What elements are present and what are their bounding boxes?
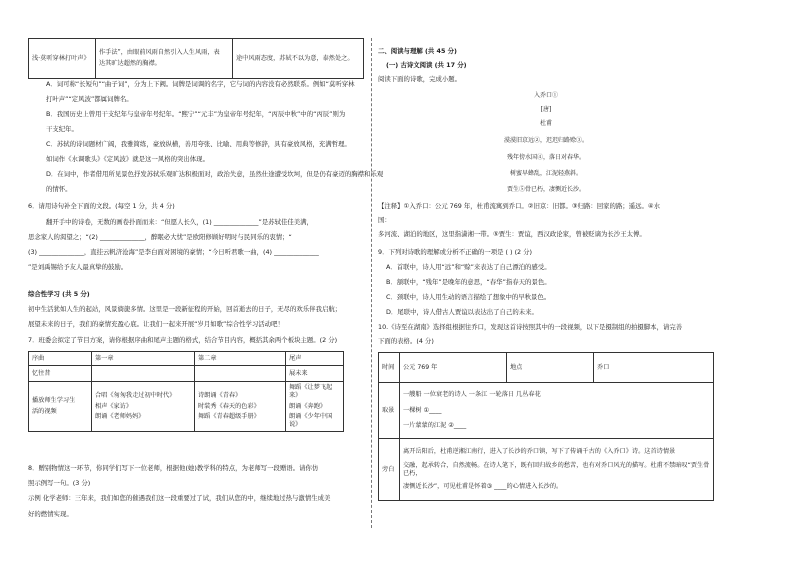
top-table-cell-attitude: 途中风雨态度，苏轼不以为意，泰然处之。 <box>233 39 364 79</box>
option-b-line2: 干支纪年。 <box>46 125 78 133</box>
narration-label: 旁白 <box>379 439 400 501</box>
scene-label: 取景 <box>379 383 400 439</box>
program-header-epilogue: 尾声 <box>286 352 344 366</box>
annotation-line1: 【注释】①入乔口：公元 769 年，杜甫流寓到乔口。②旧京：旧都。③归路：回家的路；遥远。④水 <box>378 202 661 210</box>
option-c-line1: C．苏轼的诗词题材广阔，我雅简练，豪放纵横，善用夸张、比喻、用典等修辞，具有豪放风格，充满哲理。 <box>46 140 351 148</box>
subsection-1-heading: (一) 古诗文阅读 (共 17 分) <box>386 61 467 69</box>
top-table-cell-technique: 作手法”，由眼前风雨自然引入人生风雨，表 达其旷达超然的胸襟。 <box>96 39 233 79</box>
right-column <box>378 0 714 562</box>
scene-content: 一艘船 一位衰老的诗人 一条江 一轮落日 几丛春花 一棵树 ①____ 一片蒙蒙的江泥 ②____ <box>400 383 714 439</box>
program-table <box>28 351 344 432</box>
poem-line-3: 树蜜早蜂乱，江泥轻燕斜。 <box>509 170 582 177</box>
annotation-line2: 国： <box>378 216 391 224</box>
option-d-line1: D．在词中，作者借用所见景色抒发苏轼乐观旷达积极面对，政治失意，虽然仕途遭受坎坷，但是仍有豪迈的胸襟和乐观 <box>46 170 384 178</box>
left-column <box>28 0 384 562</box>
program-header-prelude: 序曲 <box>29 352 92 366</box>
program-content-epilogue: 舞蹈《让梦飞起来》 朗诵《奔跑》 朗诵《少年中国说》 <box>286 382 344 432</box>
option-a-line1: A．词可称“长短句”“曲子词”，分为上下阙。词牌是词调的名字，它与词的内容没有必然联系。例如“莫听穿林 <box>46 80 355 88</box>
q6-passage-line2: 思念家人的渴望之；“(2) ______________，醉眠必大忧”是欧阳修顾好明时与民同乐的衷情；“ <box>28 233 292 241</box>
program-content-chapter1: 合唱《匆匆我走过初中时代》 相声《家访》 朗诵《老师妈妈》 <box>92 382 195 432</box>
annotation-line3: 多河流、湖泊的地区，这里指潇湘一带。⑤贾生：贾谊，西汉政论家，曾被贬谪为长沙王太傅。 <box>378 230 646 238</box>
q9-option-d: D．尾联中，诗人借古人贾谊以表达出了自己的未来。 <box>386 308 538 316</box>
option-a-line2: 打叶声”“定风波”都属词牌名。 <box>46 95 133 103</box>
poem-line-2: 残年傍水国④，落日对春华。 <box>506 154 585 161</box>
program-content-chapter2: 诗朗诵《青春》 时装秀《春天的色彩》 舞蹈《青春超级手册》 <box>195 382 286 432</box>
poem-dynasty: [唐] <box>540 106 552 113</box>
column-divider <box>371 38 372 528</box>
question-9: 9．下列对诗歌的理解或分析不正确的一项是 ( ) (2 分) <box>378 248 533 256</box>
top-table <box>28 38 364 79</box>
option-b-line1: B．我国历史上曾用干支纪年与皇帝年号纪年。“熙宁”“元丰”为皇帝年号纪年，“丙辰中秋”中的“丙辰”则为 <box>46 110 346 118</box>
script-table <box>378 352 714 501</box>
example-line1: 示例 化学老师：三年来，我们如您的催遇我们这一段重要过了试，我们从您的中，继续地过热与激情生成美 <box>28 494 331 502</box>
place-label: 地点 <box>507 353 594 383</box>
poem-title: 入乔口① <box>533 92 558 99</box>
section-2-heading: 二、阅读与理解 (共 45 分) <box>378 47 457 55</box>
question-10-line2: 下面的表格。(4 分) <box>378 337 434 345</box>
program-content-prelude: 播放师生学习生 活的视频 <box>29 382 92 432</box>
poem-author: 杜甫 <box>539 120 552 127</box>
time-label: 时间 <box>379 353 400 383</box>
q6-passage-line4: ”是刘禹锡给予友人最真挚的鼓励。 <box>28 263 128 271</box>
q9-option-a: A．首联中，诗人用“远”和“赊”来表达了自己漂泊的感受。 <box>386 263 551 271</box>
program-header-chapter1: 第一章 <box>92 352 195 366</box>
reading-instruction: 阅读下面的诗歌，完成小题。 <box>378 75 462 83</box>
option-c-line2: 如词作《水调歌头》《定风波》就是这一风格的突出体现。 <box>46 155 209 163</box>
question-8-line2: 照示例写一句。(3 分) <box>28 479 91 487</box>
place-value: 乔口 <box>594 353 714 383</box>
question-7: 7．班委会拟定了节目方案，请你根据序曲和尾声主题的格式，结合节目内容，概括其余两个板块主题。(2 分) <box>28 336 338 344</box>
program-theme-epilogue: 展未来 <box>286 366 344 382</box>
program-header-chapter2: 第二章 <box>195 352 286 366</box>
time-value: 公元 769 年 <box>400 353 507 383</box>
comprehensive-intro-line2: 展望未来的日子，我们的豪情充盈心底。让我们一起来开展“岁月如歌”综合性学习活动吧！ <box>28 320 284 328</box>
q9-option-b: B．颔联中，“残年”是晚年的意思，“春华”指春天的景色。 <box>386 278 551 286</box>
comprehensive-study-title: 综合性学习 (共 5 分) <box>28 290 90 298</box>
program-theme-chapter2-blank <box>195 366 286 382</box>
q6-passage-line1: 翻开手中的诗卷，无数的画卷扑面而来：“但愿人长久，(1) ______________”是苏轼佳佳美满， <box>46 218 313 226</box>
question-10-line1: 10.《诗至在湖南》选择组根据往乔口，发现这首诗按照其中的一段视频，以下是摄制组的拍摄脚本，请完善 <box>378 323 683 331</box>
q6-passage-line3: (3) ______________，直挂云帆济沧海”是李白面对困境的豪情；“今日听君歌一曲，(4) ______________ <box>28 248 319 256</box>
comprehensive-intro-line1: 初中生活犹如人生的起站，风景旖旎多情。这里是一段新征程的开始，回首逝去的日子，无尽的欢乐伴我启航； <box>28 305 342 313</box>
example-line2: 好的燃情实现。 <box>28 510 73 518</box>
top-table-cell-title: 浅·莫听穿林打叶声》 <box>29 39 96 79</box>
narration-content: 离开岳阳后，杜甫逆湘江南行，进入了长沙的乔口镇，写下了传诵千古的《入乔口》诗。这首诗情景 交融，起承转合，自然流畅。在诗人笔下，既有回归故乡的愁苦，也有对乔口风光的描写。杜甫不禁暗叹“贾生骨已朽， 凄恻近长沙”，可见杜甫是怀着③ ____的心情进入长沙的。 <box>400 439 714 501</box>
question-8-line1: 8．赠别物情这一环节，你同学们写下一位老师，根据他(她)教学科的特点，为老师写一段赠语。请你仿 <box>28 464 319 472</box>
option-d-line2: 的情怀。 <box>46 185 72 193</box>
program-theme-prelude: 忆往昔 <box>29 366 92 382</box>
program-theme-chapter1-blank <box>92 366 195 382</box>
q9-option-c: C．颈联中，诗人用生动的语言描绘了想象中的早秋景色。 <box>386 293 551 301</box>
question-6: 6．请用诗句补全下面的文段。(每空 1 分，共 4 分) <box>28 202 175 210</box>
poem-line-4: 贾生⑤骨已朽，凄恻近长沙。 <box>506 186 585 193</box>
poem-line-1: 漠漠旧京远②，迟迟归路赊③。 <box>503 137 588 144</box>
